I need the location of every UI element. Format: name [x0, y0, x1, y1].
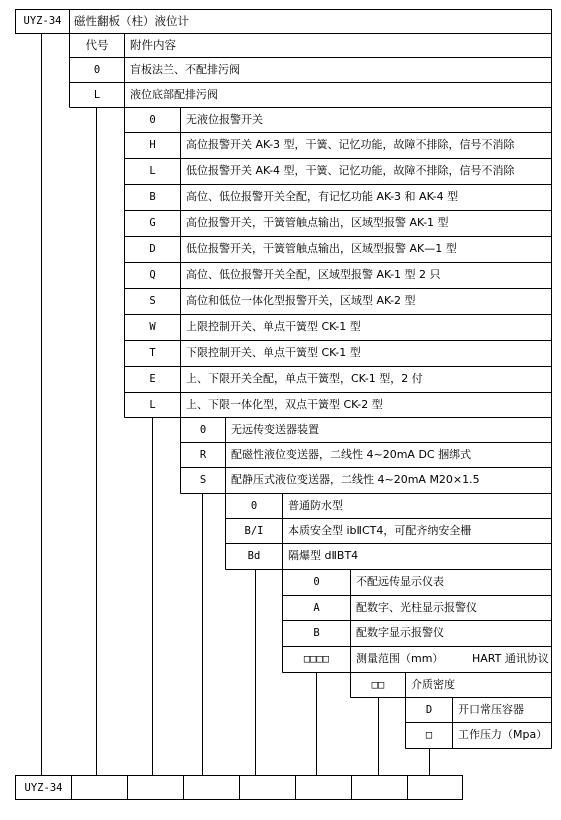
code-cell: L: [149, 165, 156, 177]
desc-cell: 下限控制开关、单点干簧型 CK-1 型: [186, 346, 361, 359]
desc-cell: 不配远传显示仪表: [356, 575, 444, 588]
desc-cell: 上、下限开关全配，单点干簧型，CK-1 型，2 付: [186, 372, 423, 385]
code-cell: A: [313, 602, 320, 614]
code-cell: L: [93, 89, 101, 101]
desc-cell: 上、下限一体化型，双点干簧型 CK-2 型: [186, 398, 383, 411]
code-cell: 0: [199, 424, 207, 436]
code-cell: H: [149, 139, 156, 151]
desc-cell: 工作压力（Mpa）: [458, 728, 548, 741]
code-cell: 0: [149, 114, 156, 126]
code-cell: D: [149, 243, 156, 255]
code-cell: W: [149, 321, 156, 333]
desc-cell: 盲板法兰、不配排污阀: [130, 63, 240, 76]
desc-cell: 无远传变送器装置: [231, 423, 319, 436]
code-cell: 0: [93, 64, 101, 76]
code-cell: 0: [313, 576, 320, 588]
desc-cell: 低位报警开关，干簧管触点输出，区域型报警 AK—1 型: [186, 242, 457, 255]
header-code: 代号: [85, 38, 109, 52]
desc-cell: 高位报警开关，干簧管触点输出，区域型报警 AK-1 型: [186, 216, 449, 229]
code-cell: B: [149, 191, 156, 203]
header-desc: 附件内容: [130, 38, 176, 52]
code-cell: T: [149, 347, 156, 359]
code-cell: L: [149, 399, 156, 411]
bottom-model-code: UYZ-34: [24, 782, 63, 794]
desc-cell: 配磁性液位变送器，二线性 4~20mA DC 捆绑式: [231, 448, 472, 461]
desc-cell: 高位、低位报警开关全配，区域型报警 AK-1 型 2 只: [186, 268, 441, 281]
code-cell: □□□□: [303, 653, 330, 665]
hart-protocol-label: HART 通讯协议: [472, 652, 549, 665]
desc-cell: 测量范围（mm）: [356, 652, 444, 665]
desc-cell: 配数字、光柱显示报警仪: [356, 601, 477, 614]
desc-cell: 高位报警开关 AK-3 型，干簧、记忆功能，故障不排除，信号不消除: [186, 138, 515, 151]
code-cell: B: [313, 627, 320, 639]
desc-cell: 上限控制开关、单点干簧型 CK-1 型: [186, 320, 361, 333]
desc-cell: 普通防水型: [288, 499, 343, 512]
desc-cell: 隔爆型 dⅡBT4: [288, 549, 359, 562]
desc-cell: 低位报警开关 AK-4 型，干簧、记忆功能，故障不排除，信号不消除: [186, 164, 515, 177]
desc-cell: 高位、低位报警开关全配，有记忆功能 AK-3 和 AK-4 型: [186, 190, 459, 203]
desc-cell: 高位和低位一体化型报警开关，区域型 AK-2 型: [186, 294, 416, 307]
code-cell: R: [199, 449, 207, 461]
desc-cell: 本质安全型 ibⅡCT4，可配齐纳安全栅: [288, 524, 472, 537]
code-cell: E: [149, 373, 156, 385]
code-cell: Bd: [247, 550, 261, 562]
desc-cell: 介质密度: [411, 678, 455, 691]
code-cell: D: [425, 704, 433, 716]
code-cell: □□: [371, 679, 385, 691]
code-cell: B/I: [244, 525, 264, 537]
code-cell: 0: [250, 500, 258, 512]
desc-cell: 液位底部配排污阀: [130, 88, 218, 101]
code-cell: S: [199, 474, 207, 486]
desc-cell: 开口常压容器: [458, 703, 524, 716]
code-cell: G: [149, 217, 156, 229]
desc-cell: 无液位报警开关: [186, 113, 263, 126]
code-cell: S: [149, 295, 156, 307]
code-cell: □: [425, 729, 433, 741]
code-cell: Q: [149, 269, 156, 281]
desc-cell: 配静压式液位变送器，二线性 4~20mA M20×1.5: [231, 473, 480, 486]
desc-cell: 配数字显示报警仪: [356, 626, 444, 639]
title-text: 磁性翻板（柱）液位计: [74, 14, 189, 28]
title-code: UYZ-34: [23, 15, 62, 27]
